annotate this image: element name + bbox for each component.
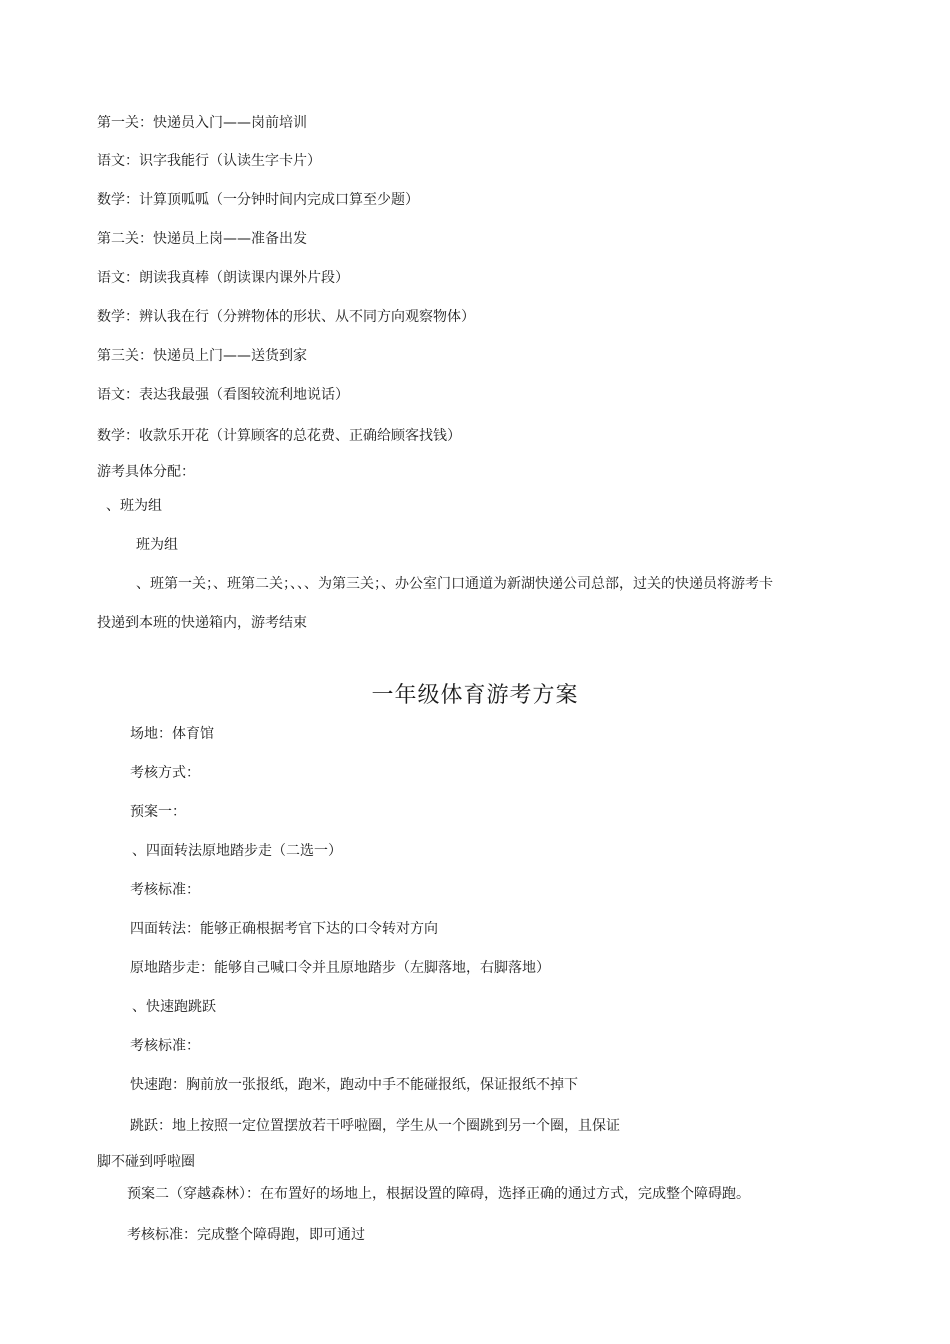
plan-one-item-one: 、四面转法原地踏步走（二选一） bbox=[132, 843, 342, 859]
allocation-detail-continued: 投递到本班的快递箱内，游考结束 bbox=[97, 615, 307, 631]
jump-standard: 跳跃：地上按照一定位置摆放若干呼啦圈，学生从一个圈跳到另一个圈，且保证 bbox=[130, 1118, 620, 1134]
stage-two-math: 数学：辨认我在行（分辨物体的形状、从不同方向观察物体） bbox=[97, 309, 475, 325]
stage-two-heading: 第二关：快递员上岗——准备出发 bbox=[97, 231, 307, 247]
assessment-method-line: 考核方式： bbox=[130, 765, 200, 781]
pe-exam-title: 一年级体育游考方案 bbox=[371, 683, 579, 708]
stage-one-heading: 第一关：快递员入门——岗前培训 bbox=[97, 115, 307, 131]
stage-three-math: 数学：收款乐开花（计算顾客的总花费、正确给顾客找钱） bbox=[97, 428, 461, 444]
stage-three-chinese: 语文：表达我最强（看图较流利地说话） bbox=[97, 387, 349, 403]
stage-two-chinese: 语文：朗读我真棒（朗读课内课外片段） bbox=[97, 270, 349, 286]
assessment-standard-label-one: 考核标准： bbox=[130, 882, 200, 898]
marking-time-standard: 原地踏步走：能够自己喊口令并且原地踏步（左脚落地，右脚落地） bbox=[130, 960, 550, 976]
jump-standard-continued: 脚不碰到呼啦圈 bbox=[97, 1154, 195, 1170]
allocation-group-one: 、班为组 bbox=[106, 498, 162, 514]
facing-turns-standard: 四面转法：能够正确根据考官下达的口令转对方向 bbox=[130, 921, 438, 937]
fast-run-standard: 快速跑：胸前放一张报纸，跑米，跑动中手不能碰报纸，保证报纸不掉下 bbox=[130, 1077, 578, 1093]
stage-three-heading: 第三关：快递员上门——送货到家 bbox=[97, 348, 307, 364]
stage-one-math: 数学：计算顶呱呱（一分钟时间内完成口算至少题） bbox=[97, 192, 419, 208]
plan-one-item-two: 、快速跑跳跃 bbox=[132, 999, 216, 1015]
allocation-heading: 游考具体分配： bbox=[97, 464, 195, 480]
allocation-detail: 、班第一关；、班第二关；、、、为第三关；、办公室门口通道为新湖快递公司总部，过关的快递员将游考卡 bbox=[136, 576, 773, 592]
assessment-standard-label-two: 考核标准： bbox=[130, 1038, 200, 1054]
venue-line: 场地：体育馆 bbox=[130, 726, 214, 742]
plan-two-description: 预案二（穿越森林）：在布置好的场地上，根据设置的障碍，选择正确的通过方式，完成整个障碍跑。 bbox=[127, 1186, 750, 1202]
plan-two-standard: 考核标准：完成整个障碍跑，即可通过 bbox=[127, 1227, 365, 1243]
allocation-group-two: 班为组 bbox=[136, 537, 178, 553]
plan-one-heading: 预案一： bbox=[130, 804, 186, 820]
stage-one-chinese: 语文：识字我能行（认读生字卡片） bbox=[97, 153, 321, 169]
